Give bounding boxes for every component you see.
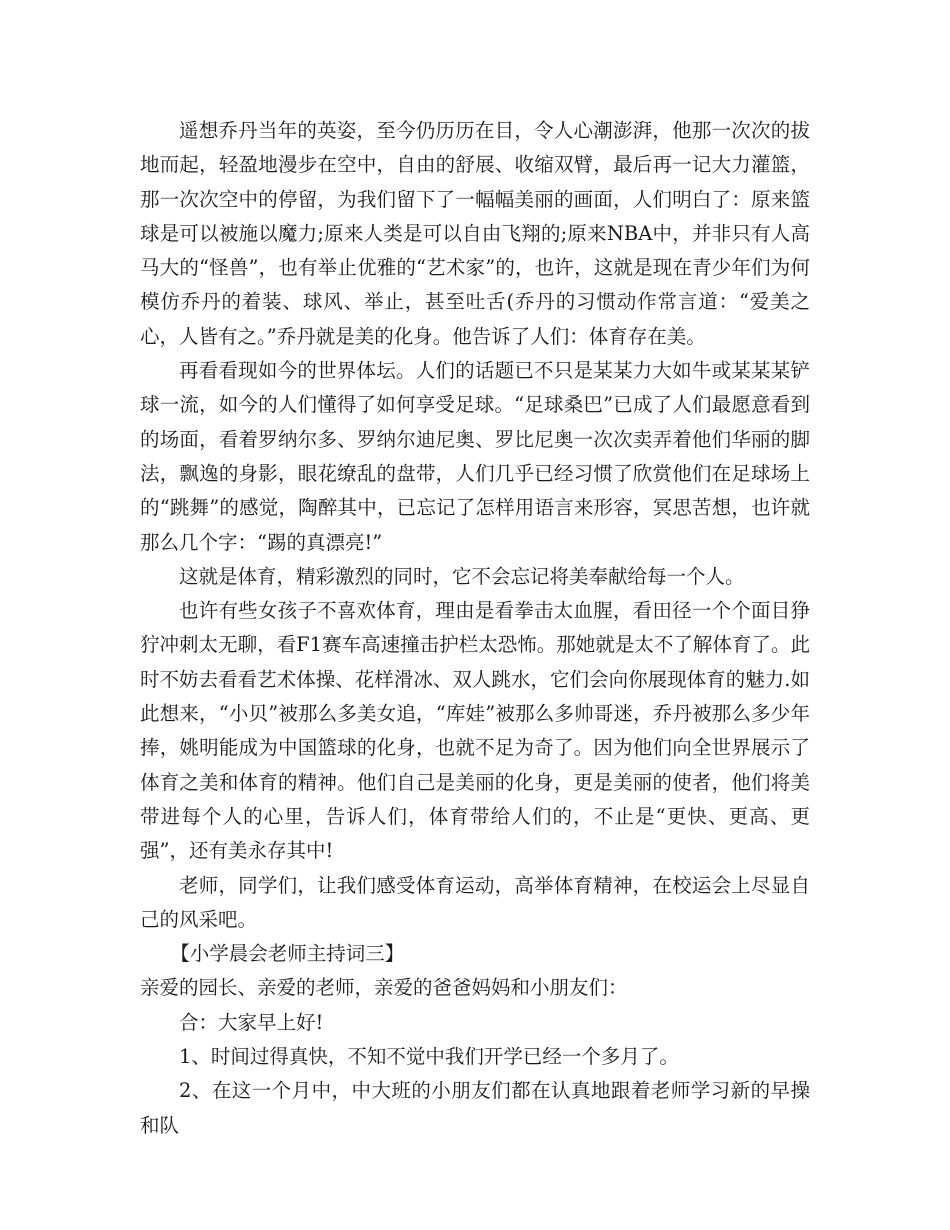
section-heading: 【小学晨会老师主持词三】 xyxy=(170,942,405,966)
paragraph-football: 再看看现如今的世界体坛。人们的话题已不只是某某力大如牛或某某某铲球一流，如今的人们懂得了如何享受足球。“足球桑巴”已成了人们最愿意看到的场面，看着罗纳尔多、罗纳尔迪尼奥、罗比尼奥一次次卖弄着他们华丽的脚法，飘逸的身影，眼花缭乱的盘带，人们几乎已经习惯了欣赏他们在足球场上的“跳舞”的感觉，陶醉其中，已忘记了怎样用语言来形容，冥思苦想，也许就那么几个字：“踢的真漂亮!” xyxy=(140,359,810,554)
line-kids-learning: 2、在这一个月中，中大班的小朋友们都在认真地跟着老师学习新的早操和队 xyxy=(140,1079,810,1137)
paragraph-closing: 老师，同学们，让我们感受体育运动，高举体育精神，在校运会上尽显自己的风采吧。 xyxy=(140,873,810,931)
paragraph-sport-beauty: 这就是体育，精彩激烈的同时，它不会忘记将美奉献给每一个人。 xyxy=(179,564,745,588)
line-good-morning: 合：大家早上好! xyxy=(179,1010,324,1034)
paragraph-girls-sport: 也许有些女孩子不喜欢体育，理由是看拳击太血腥，看田径一个个面目狰狞冲刺太无聊，看F1赛车高速撞击护栏太恐怖。那她就是太不了解体育了。此时不妨去看看艺术体操、花样滑冰、双人跳水，它们会向你展现体育的魅力.如此想来，“小贝”被那么多美女追，“库娃”被那么多帅哥迷，乔丹被那么多少年捧，姚明能成为中国篮球的化身，也就不足为奇了。因为他们向全世界展示了体育之美和体育的精神。他们自己是美丽的化身，更是美丽的使者，他们将美带进每个人的心里，告诉人们，体育带给人们的，不止是“更快、更高、更强”，还有美永存其中! xyxy=(140,599,810,863)
greeting-line: 亲爱的园长、亲爱的老师，亲爱的爸爸妈妈和小朋友们： xyxy=(140,976,628,1000)
line-time-flies: 1、时间过得真快，不知不觉中我们开学已经一个多月了。 xyxy=(179,1045,679,1069)
document-page xyxy=(140,114,810,1143)
paragraph-jordan: 遥想乔丹当年的英姿，至今仍历历在目，令人心潮澎湃，他那一次次的拔地而起，轻盈地漫步在空中，自由的舒展、收缩双臂，最后再一记大力灌篮，那一次次空中的停留，为我们留下了一幅幅美丽的画面，人们明白了：原来篮球是可以被施以魔力;原来人类是可以自由飞翔的;原来NBA中，并非只有人高马大的“怪兽”，也有举止优雅的“艺术家”的，也许，这就是现在青少年们为何模仿乔丹的着装、球风、举止，甚至吐舌(乔丹的习惯动作常言道：“爱美之心，人皆有之。”乔丹就是美的化身。他告诉了人们：体育存在美。 xyxy=(140,119,810,348)
